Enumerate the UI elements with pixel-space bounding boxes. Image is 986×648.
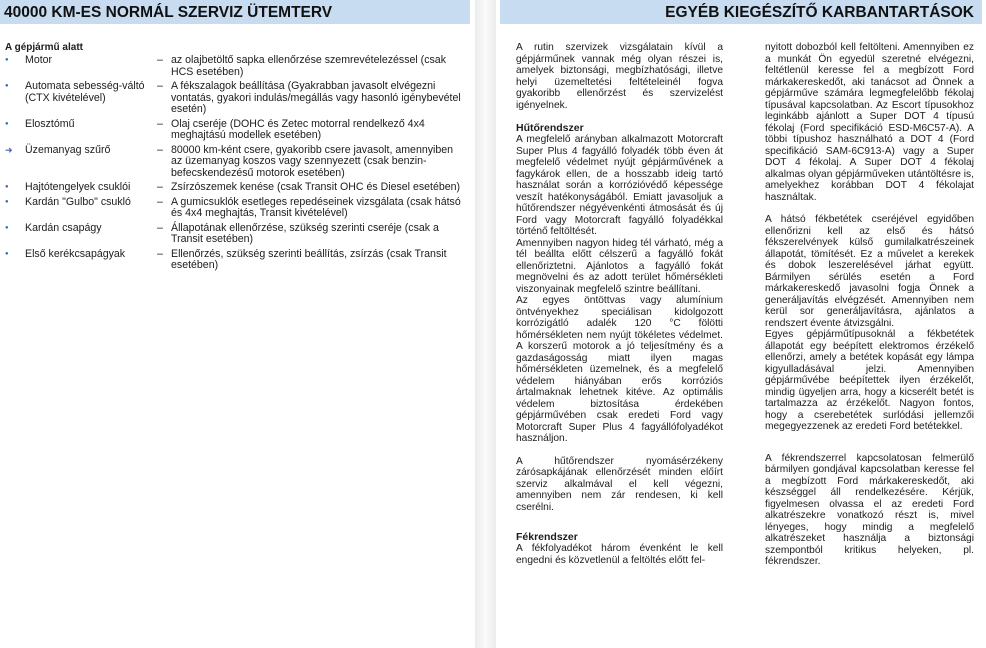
dash-separator: – — [157, 80, 163, 92]
dash-separator: – — [157, 247, 163, 260]
dash-separator: – — [157, 221, 163, 234]
bullet-icon: ● — [5, 57, 9, 63]
bullet-icon: ● — [5, 250, 9, 257]
bullet-icon: ● — [5, 224, 9, 231]
text-column-left — [516, 42, 723, 566]
schedule-item: Első kerékcsapágyak — [25, 247, 126, 260]
schedule-table — [5, 55, 467, 275]
schedule-header: 40000 KM-ES NORMÁL SZERVIZ ÜTEMTERV — [0, 0, 470, 24]
arrow-bullet-icon: ➜ — [5, 144, 13, 155]
brake-service-paragraph: A fékrendszerrel kapcsolatosan felmerülő bármilyen gondjával kapcsolatban keresse fel a megbízott Ford márkakereskedőt, aki készséggel áll rendelkezésére. Kérjük, figyelmesen olvassa el az eredeti Ford alkatrészekre vonatkozó részt is, mivel lényeges, hogy mindig a megfelelő alkatrészeket használja a biztonsági szempontból kritikus helyeken, pl. fékrendszer. — [765, 452, 974, 567]
schedule-row — [5, 249, 467, 272]
cooling-heading: Hűtőrendszer — [516, 122, 584, 134]
text-column-right — [765, 42, 974, 568]
bullet-icon: ● — [5, 184, 9, 190]
cooling-paragraph-4: A hűtőrendszer nyomásérzékeny zárósapkájának ellenőrzését minden előírt szerviz alkalmával el kell végezni, amennyiben nem zár rendesen, ki kell cserélni. — [516, 455, 723, 513]
left-page — [0, 0, 475, 648]
schedule-description: 80000 km-ként csere, gyakoribb csere javasolt, amennyiben az üzemanyag koszos vagy szennyezett (csak benzin-befecskendezésű motorok esetében) — [171, 143, 454, 179]
cooling-paragraph-3: Az egyes öntöttvas vagy alumínium öntvényekhez speciálisan kidolgozott korrózigátló adalék 120 °C fölötti hőmérsékleten nem nyújt tökéletes védelmet. A korszerű motorok a jó teljesítmény és a gazdaságosság miatt ilyen magas hőmérsékleten üzemelnek, és a megfelelő védelem hiányában erős korróziós ártalmaknak lehetnek kitéve. Az optimális védelem biztosítása érdekében gépjárművében csak eredeti Ford vagy Motorcraft Super Plus 4 fagyállófolyadékot használjon. — [516, 295, 723, 444]
schedule-description: az olajbetöltő sapka ellenőrzése szemrevételezéssel (csak HCS esetében) — [171, 54, 446, 78]
brake-fluid-paragraph: nyitott dobozból kell feltölteni. Amennyiben ez a munkát Ön egyedül szeretné elvégezni, feltétlenül keresse fel a megbízott Ford márkakereskedőt, aki tanácsot ad Önnek a gépjárműve számára legmegfelelőbb fékolaj típusával kapcsolatban. Az Escort típusokhoz leginkább ajánlott a Super DOT 4 típusú fékolaj (Ford specifikáció ESD-M6C57-A). A többi típushoz használható a DOT 4 (Ford specifikáció SAM-6C913-A) vagy a Super DOT 4 fékolaj. A Super DOT 4 fékolaj alkalmas olyan gépjárműveken utántöltésre is, amelyekhez korábban DOT 4 fékolajat használtak. — [765, 42, 974, 203]
schedule-row — [5, 197, 467, 220]
schedule-description: Ellenőrzés, szükség szerinti beállítás, zsírzás (csak Transit esetében) — [171, 247, 447, 271]
schedule-description: Olaj cseréje (DOHC és Zetec motorral rendelkező 4x4 meghajtású modellek esetében) — [171, 117, 425, 141]
schedule-row — [5, 119, 467, 142]
bullet-icon: ● — [5, 198, 9, 205]
schedule-item: Hajtótengelyek csuklói — [25, 181, 131, 193]
dash-separator: – — [157, 117, 163, 130]
schedule-item: Kardán "Gulbo" csukló — [25, 195, 131, 208]
schedule-row — [5, 145, 467, 180]
bullet-icon: ● — [5, 120, 9, 127]
dash-separator: – — [157, 181, 163, 193]
schedule-row — [5, 182, 467, 194]
schedule-item: Automata sebesség-váltó (CTX kivételével) — [25, 80, 145, 104]
cooling-paragraph-1: A megfelelő arányban alkalmazott Motorcraft Super Plus 4 fagyálló folyadék több éven át megfelelő védelmet nyújt gépjárművének a fagykárok ellen, de a hosszabb ideig tartó használat során a korrózióvédő képessége veszít hatékonyságából. Emiatt javasoljuk a hűtőrendszer négyévenkénti átmosását és új Ford vagy Motorcraft fagyálló folyadékkal történő feltöltését. — [516, 134, 723, 237]
dash-separator: – — [157, 143, 163, 156]
dash-separator: – — [157, 54, 163, 66]
brake-sensor-paragraph: Egyes gépjárműtípusoknál a fékbetétek állapotát egy beépített elektromos érzékelő ellenőrzi, amely a betétek kopását egy lámpa kigyulladásával jelzi. Amennyiben gépjárművébe beépítettek ilyen érzékelőt, mindig ügyeljen arra, hogy a kicserélt betét is tartalmazza az érzékelőt. Nagyon fontos, hogy a cserebetétek surlódási jellemzői megegyezzenek az eredeti Ford betétekkel. — [765, 329, 974, 432]
schedule-description: A gumicsuklók esetleges repedéseinek vizsgálata (csak hátsó és 4x4 meghajtás, Transit kivételével) — [171, 195, 461, 219]
schedule-description: Állapotának ellenőrzése, szükség szerinti cseréje (csak a Transit esetében) — [171, 221, 439, 245]
dash-separator: – — [157, 195, 163, 208]
maintenance-header: EGYÉB KIEGÉSZÍTŐ KARBANTARTÁSOK — [500, 0, 982, 24]
schedule-row — [5, 223, 467, 246]
schedule-description: Zsírzószemek kenése (csak Transit OHC és Diesel esetében) — [171, 181, 461, 193]
schedule-item: Motor — [25, 54, 53, 66]
schedule-description: A fékszalagok beállítása (Gyakrabban javasolt elvégezni vontatás, gyakori indulás/megállás vagy hasonló igénybevétel esetén) — [171, 80, 461, 115]
page-gutter — [475, 0, 496, 648]
schedule-item: Kardán csapágy — [25, 221, 102, 234]
cooling-paragraph-2: Amennyiben nagyon hideg tél várható, még a tél beállta előtt célszerű a fagyálló fokát ellenőriztetni. Ajánlotos a fagyálló fokát megnövelni és az adott terület hőmérsékleti viszonyainak megfelelő szintre beállítani. — [516, 237, 723, 295]
brake-paragraph-1: A fékfolyadékot három évenként le kell engedni és közvetlenül a feltöltés előtt fel- — [516, 543, 723, 566]
brake-heading: Fékrendszer — [516, 531, 578, 543]
schedule-item: Üzemanyag szűrő — [25, 143, 111, 156]
schedule-row — [5, 55, 467, 78]
intro-paragraph: A rutin szervizek vizsgálatain kívül a gépjárműnek vannak még olyan részei is, amelyek biztonsági, megbízhatósági, illetve helyi üzemeltetési feltételeinél fogva gyakoribb ellenőrzést és szervizelést igényelnek. — [516, 42, 723, 111]
right-page — [496, 0, 986, 648]
schedule-subheading: A gépjármű alatt — [5, 42, 83, 53]
brake-pads-paragraph: A hátsó fékbetétek cseréjével egyidőben ellenőrizni kell az első és hátsó fékszerelvények külső gumilalkatrészeinek állapotát, tömítését. Ez a művelet a kerekek és dobok leszerelésével járhat együtt. Bármilyen sérülés esetén a Ford márkakereskedő javasolni fogja Önnek a generáljavítás elvégzését. Amennyiben nem kerül sor generáljavításra, ajánlatos a rendszert évente átvizsgálni. — [765, 214, 974, 329]
schedule-row — [5, 81, 467, 116]
bullet-icon: ● — [5, 83, 9, 89]
schedule-item: Elosztómű — [25, 117, 75, 130]
